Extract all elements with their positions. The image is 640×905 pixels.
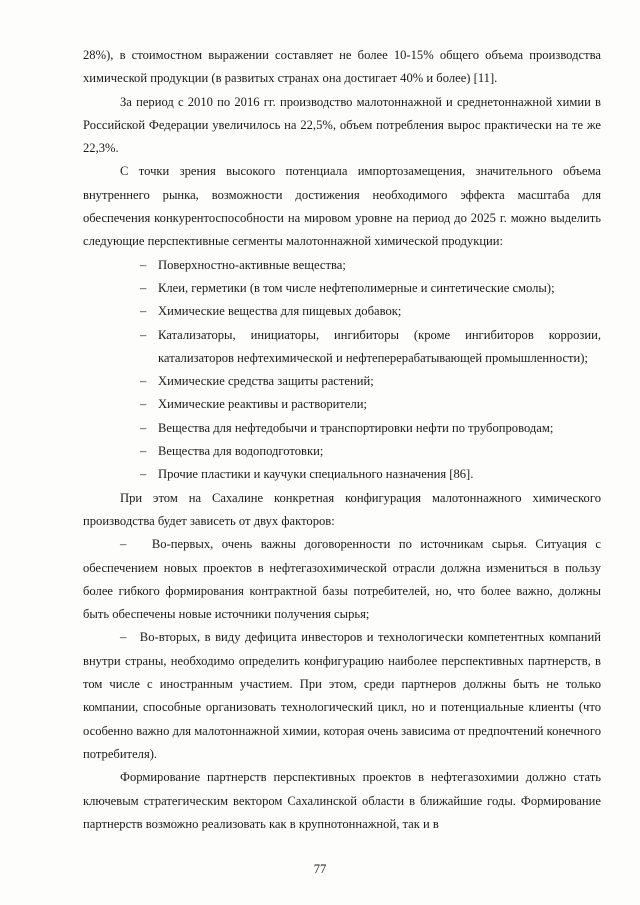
dash-marker: – bbox=[140, 444, 147, 459]
list-item bbox=[83, 393, 601, 416]
list-item-text: Вещества для водоподготовки; bbox=[158, 444, 324, 459]
dash-marker: – bbox=[120, 630, 127, 645]
list-item-text: Катализаторы, инициаторы, ингибиторы (кроме ингибиторов коррозии, катализаторов нефтехимической и нефтеперерабатывающей промышленности); bbox=[158, 327, 601, 365]
paragraph-sakhalin-factors: При этом на Сахалине конкретная конфигурация малотоннажного химического производства будет зависеть от двух факторов: bbox=[83, 490, 601, 528]
factor-text: Во-вторых, в виду дефицита инвесторов и технологически компетентных компаний внутри страны, необходимо определить конфигурацию наиболее перспективных партнерств, в том числе с иностранным участием. При этом, среди партнеров должны быть не только компании, способные организовать технологический цикл, но и потенциальные клиенты (что особенно важно для малотоннажной химии, которая очень зависима от предпочтений конечного потребителя). bbox=[83, 630, 601, 761]
dash-marker: – bbox=[140, 304, 147, 319]
paragraph-continuation: 28%), в стоимостном выражении составляет не более 10-15% общего объема производства химической продукции (в развитых странах она достигает 40% и более) [11]. bbox=[83, 48, 601, 86]
factor-item-first bbox=[83, 533, 601, 626]
dash-marker: – bbox=[140, 280, 147, 295]
list-item bbox=[83, 277, 601, 300]
body-text bbox=[83, 44, 601, 836]
list-item-text: Прочие пластики и каучуки специального назначения [86]. bbox=[158, 467, 474, 482]
paragraph-partnerships: Формирование партнерств перспективных проектов в нефтегазохимии должно стать ключевым стратегическим вектором Сахалинской области в ближайшие годы. Формирование партнерств возможно реализовать как в крупнотоннажной, так и в bbox=[83, 770, 601, 831]
paragraph-production-growth: За период с 2010 по 2016 гг. производство малотоннажной и среднетоннажной химии в Российской Федерации увеличилось на 22,5%, объем потребления вырос практически на те же 22,3%. bbox=[83, 94, 601, 156]
dash-marker: – bbox=[140, 420, 147, 435]
list-item bbox=[83, 463, 601, 486]
page-number: 77 bbox=[313, 862, 327, 876]
dash-marker: – bbox=[140, 257, 147, 272]
list-item-text: Химические вещества для пищевых добавок; bbox=[158, 304, 402, 319]
list-item bbox=[83, 300, 601, 323]
list-item bbox=[83, 440, 601, 463]
list-item bbox=[83, 417, 601, 440]
list-item-text: Вещества для нефтедобычи и транспортировки нефти по трубопроводам; bbox=[158, 420, 554, 435]
dash-marker: – bbox=[140, 327, 147, 342]
list-item-text: Химические реактивы и растворители; bbox=[158, 397, 368, 412]
dash-marker: – bbox=[140, 374, 147, 389]
dash-marker: – bbox=[140, 397, 147, 412]
dash-marker: – bbox=[120, 537, 127, 552]
segments-list bbox=[83, 254, 601, 487]
factor-item-second bbox=[83, 626, 601, 766]
list-item bbox=[83, 324, 601, 371]
list-item-text: Клеи, герметики (в том числе нефтеполимерные и синтетические смолы); bbox=[158, 280, 555, 295]
list-item-text: Поверхностно-активные вещества; bbox=[158, 257, 346, 272]
list-item bbox=[83, 254, 601, 277]
dash-marker: – bbox=[140, 467, 147, 482]
list-item-text: Химические средства защиты растений; bbox=[158, 374, 374, 389]
list-item bbox=[83, 370, 601, 393]
factor-text: Во-первых, очень важны договоренности по источникам сырья. Ситуация с обеспечением новых проектов в нефтегазохимической отрасли должна измениться в пользу более гибкого формирования контрактной базы потребителей, но, что более важно, должны быть обеспечены новые источники получения сырья; bbox=[83, 537, 602, 622]
paragraph-segments-intro: С точки зрения высокого потенциала импортозамещения, значительного объема внутреннего рынка, возможности достижения необходимого эффекта масштаба для обеспечения конкурентоспособности на мировом уровне на период до 2025 г. можно выделить следующие перспективные сегменты малотоннажной химической продукции: bbox=[83, 164, 601, 249]
